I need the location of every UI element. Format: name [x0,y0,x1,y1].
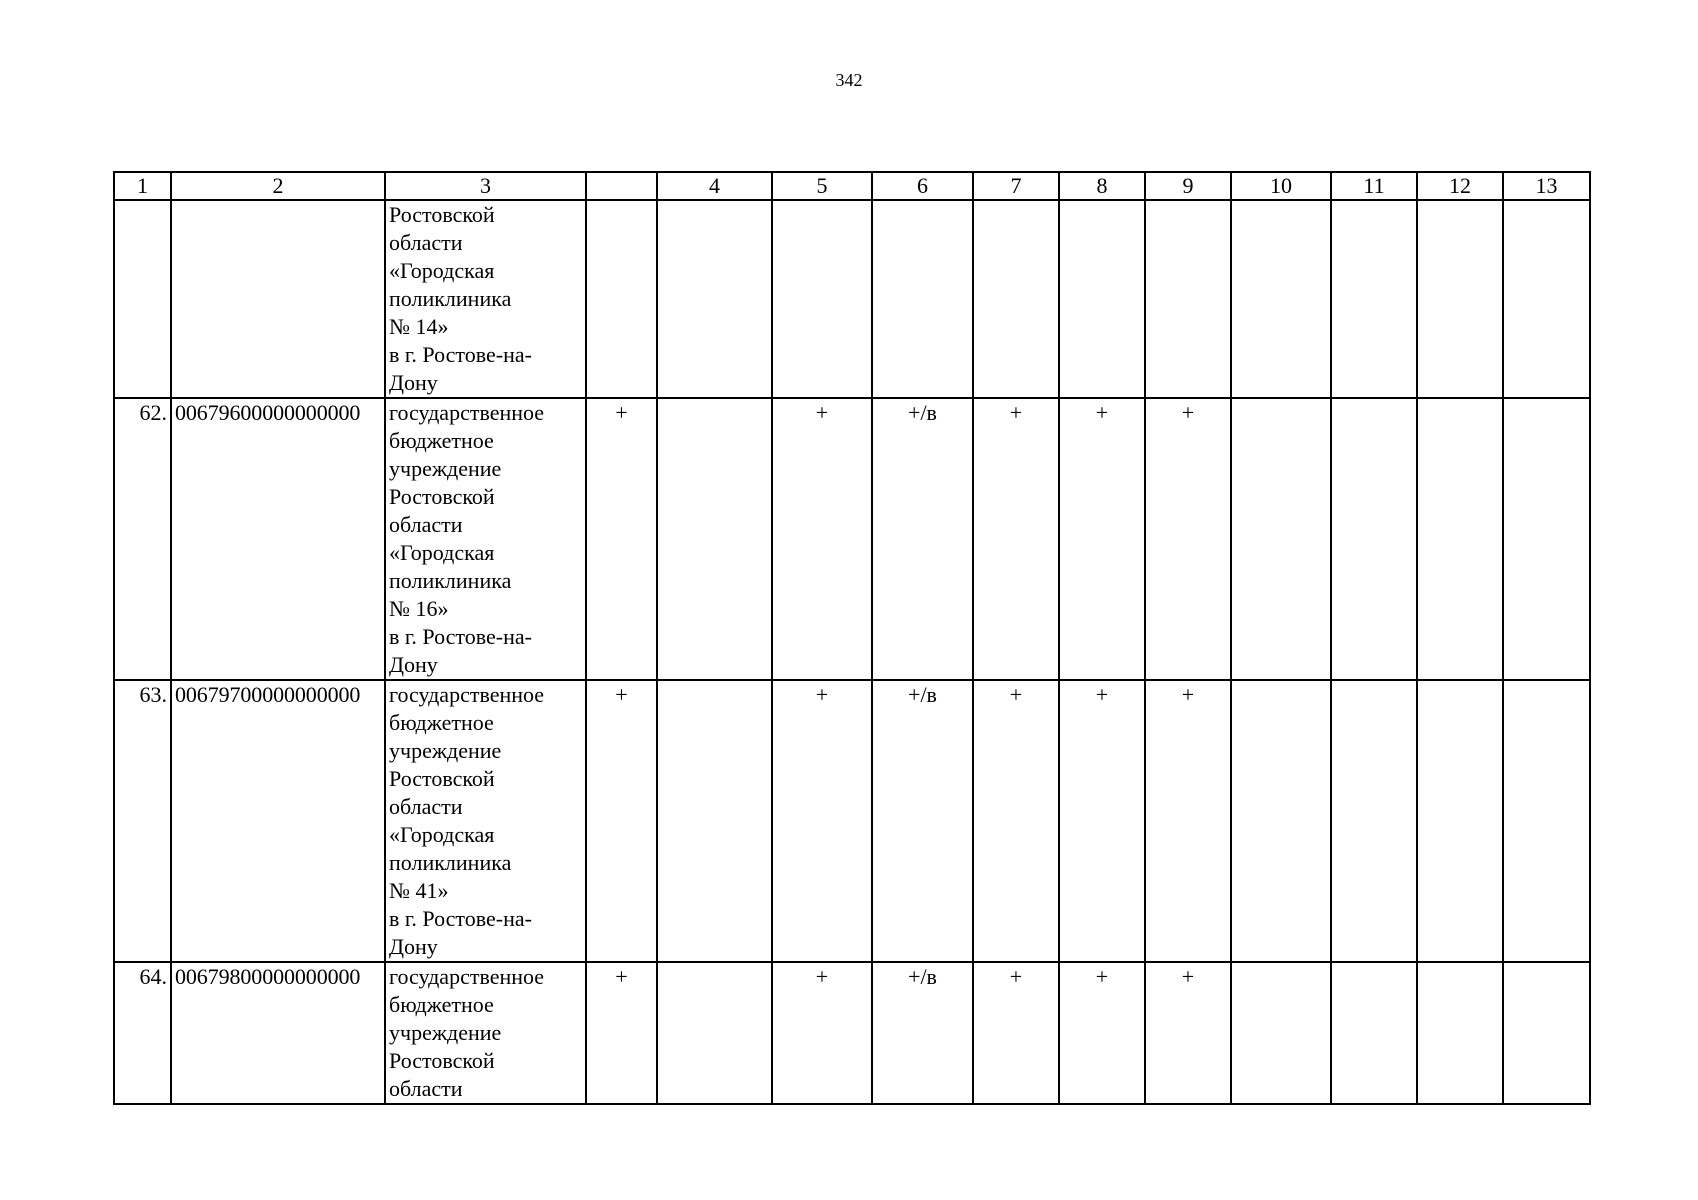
mark-cell [1059,200,1145,398]
organization-name-cell [385,962,586,1104]
organization-name-line: «Городская [389,540,495,565]
organization-name-line: в г. Ростове-на- [389,342,532,367]
mark-cell [1417,398,1503,680]
mark-cell: + [586,398,657,680]
mark-cell: + [586,680,657,962]
mark-cell: + [973,398,1059,680]
mark-cell: + [772,680,872,962]
table-row [114,962,1590,1104]
mark-cell [657,680,772,962]
mark-cell: +/в [872,680,973,962]
mark-cell [772,200,872,398]
mark-cell: + [1145,398,1231,680]
table-row [114,200,1590,398]
organization-name-line: области [389,230,463,255]
row-number-cell: 64. [114,962,171,1104]
organization-name-line: в г. Ростове-на- [389,624,532,649]
row-number-cell: 63. [114,680,171,962]
organization-name-line: поликлиника [389,286,512,311]
mark-cell [973,200,1059,398]
column-number-header: 12 [1417,172,1503,200]
mark-cell [872,200,973,398]
mark-cell: + [586,962,657,1104]
mark-cell [1331,398,1417,680]
mark-cell [1331,200,1417,398]
organization-name-line: Ростовской [389,202,495,227]
organization-name-line: государственное [389,682,545,707]
organization-name-line: Ростовской [389,1048,495,1073]
mark-cell: + [1059,962,1145,1104]
organization-name-line: поликлиника [389,568,512,593]
mark-cell: + [772,962,872,1104]
mark-cell [1145,200,1231,398]
column-number-header: 4 [657,172,772,200]
organization-name-line: «Городская [389,822,495,847]
table-row [114,680,1590,962]
organization-code-cell: 00679800000000000 [171,962,385,1104]
organization-name-line: № 41» [389,878,449,903]
mark-cell [1503,200,1590,398]
mark-cell [1331,962,1417,1104]
mark-cell [1231,398,1331,680]
mark-cell [657,398,772,680]
organization-code-cell: 00679700000000000 [171,680,385,962]
mark-cell [1417,962,1503,1104]
mark-cell: + [1145,962,1231,1104]
organization-name-line: области [389,1076,463,1101]
mark-cell: +/в [872,962,973,1104]
organization-name-line: бюджетное [389,710,494,735]
organization-name-line: Дону [389,652,438,677]
column-number-header: 8 [1059,172,1145,200]
mark-cell: +/в [872,398,973,680]
page-number: 342 [835,70,863,90]
organization-name-line: учреждение [389,738,502,763]
mark-cell [1503,680,1590,962]
organization-name-line: государственное [389,400,545,425]
mark-cell: + [973,962,1059,1104]
organization-name-line: Ростовской [389,766,495,791]
register-table-body [114,172,1590,1104]
organization-code-cell [171,200,385,398]
organization-name-cell [385,200,586,398]
column-number-header: 6 [872,172,973,200]
row-number-cell: 62. [114,398,171,680]
column-number-header: 13 [1503,172,1590,200]
mark-cell [657,200,772,398]
organization-name-line: Дону [389,370,438,395]
column-number-header [586,172,657,200]
column-number-header: 9 [1145,172,1231,200]
column-number-header: 3 [385,172,586,200]
mark-cell [1231,680,1331,962]
organization-name-cell [385,680,586,962]
mark-cell [1231,200,1331,398]
organization-name-line: области [389,794,463,819]
mark-cell [657,962,772,1104]
column-number-header: 10 [1231,172,1331,200]
column-number-header: 5 [772,172,872,200]
organization-name-line: учреждение [389,456,502,481]
mark-cell [1331,680,1417,962]
organization-name-cell [385,398,586,680]
column-number-header: 2 [171,172,385,200]
register-table [113,171,1591,1105]
row-number-cell [114,200,171,398]
mark-cell [1417,680,1503,962]
mark-cell: + [1145,680,1231,962]
organization-name-line: № 16» [389,596,449,621]
column-number-header-row [114,172,1590,200]
organization-code-cell: 00679600000000000 [171,398,385,680]
mark-cell [586,200,657,398]
table-row [114,398,1590,680]
mark-cell: + [1059,398,1145,680]
organization-name-line: № 14» [389,314,449,339]
mark-cell [1417,200,1503,398]
mark-cell: + [772,398,872,680]
organization-name-line: в г. Ростове-на- [389,906,532,931]
organization-name-line: государственное [389,964,545,989]
mark-cell: + [973,680,1059,962]
mark-cell: + [1059,680,1145,962]
column-number-header: 7 [973,172,1059,200]
mark-cell [1503,962,1590,1104]
mark-cell [1503,398,1590,680]
organization-name-line: бюджетное [389,428,494,453]
mark-cell [1231,962,1331,1104]
organization-name-line: Дону [389,934,438,959]
organization-name-line: бюджетное [389,992,494,1017]
organization-name-line: «Городская [389,258,495,283]
organization-name-line: учреждение [389,1020,502,1045]
column-number-header: 1 [114,172,171,200]
column-number-header: 11 [1331,172,1417,200]
organization-name-line: области [389,512,463,537]
organization-name-line: поликлиника [389,850,512,875]
organization-name-line: Ростовской [389,484,495,509]
